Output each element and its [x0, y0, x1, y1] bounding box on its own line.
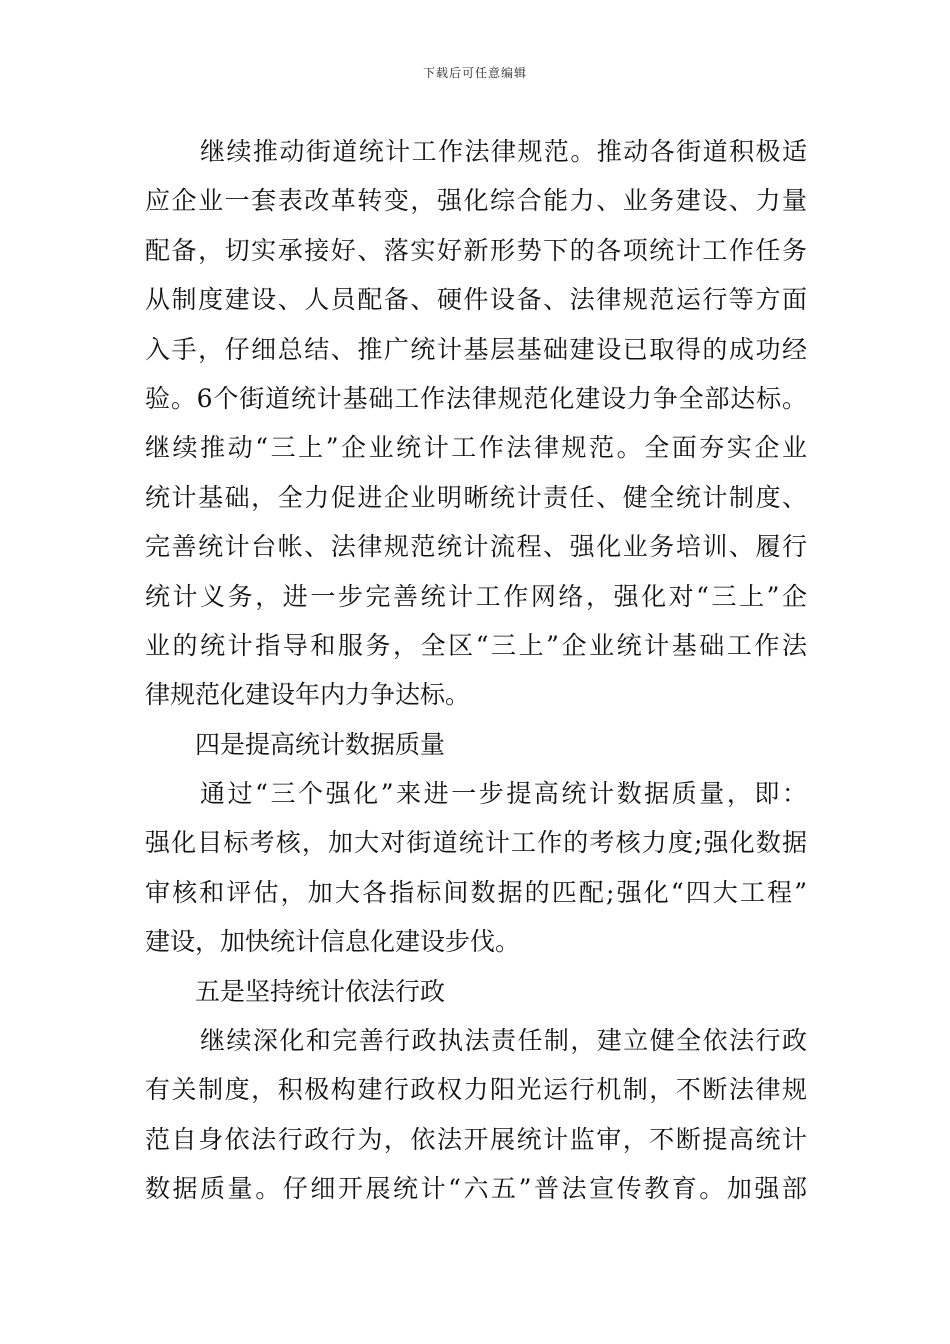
text-line: 配备，切实承接好、落实好新形势下的各项统计工作任务 [145, 235, 807, 265]
text-line: 继续推动“三上”企业统计工作法律规范。全面夯实企业 [145, 433, 807, 463]
text-line: 继续深化和完善行政执法责任制，建立健全依法行政 [200, 1026, 807, 1056]
text-line: 数据质量。仔细开展统计“六五”普法宣传教育。加强部 [145, 1174, 807, 1204]
text-line: 通过“三个强化”来进一步提高统计数据质量，即： [200, 779, 807, 809]
text-line: 范自身依法行政行为，依法开展统计监审，不断提高统计 [145, 1124, 807, 1154]
text-line: 完善统计台帐、法律规范统计流程、强化业务培训、履行 [145, 532, 807, 562]
page-header: 下载后可任意编辑 [422, 66, 527, 80]
text-line: 审核和评估，加大各指标间数据的匹配;强化“四大工程” [145, 877, 807, 907]
text-line: 应企业一套表改革转变，强化综合能力、业务建设、力量 [145, 186, 807, 216]
text-line: 四是提高统计数据质量 [195, 729, 446, 759]
text-line: 从制度建设、人员配备、硬件设备、法律规范运行等方面 [145, 285, 807, 315]
text-line: 统计义务，进一步完善统计工作网络，强化对“三上”企 [145, 581, 807, 611]
document-body [145, 127, 807, 1214]
text-line: 五是坚持统计依法行政 [195, 976, 446, 1006]
text-line: 建设，加快统计信息化建设步伐。 [145, 927, 521, 957]
text-line: 律规范化建设年内力争达标。 [145, 680, 471, 710]
text-line: 业的统计指导和服务，全区“三上”企业统计基础工作法 [145, 630, 807, 660]
text-line: 继续推动街道统计工作法律规范。推动各街道积极适 [200, 137, 807, 166]
text-line: 有关制度，积极构建行政权力阳光运行机制，不断法律规 [145, 1075, 807, 1105]
text-line: 入手，仔细总结、推广统计基层基础建设已取得的成功经 [145, 334, 807, 364]
text-line: 验。6个街道统计基础工作法律规范化建设力争全部达标。 [145, 383, 807, 413]
text-line: 统计基础，全力促进企业明晰统计责任、健全统计制度、 [145, 482, 807, 512]
text-line: 强化目标考核，加大对街道统计工作的考核力度;强化数据 [145, 828, 807, 858]
